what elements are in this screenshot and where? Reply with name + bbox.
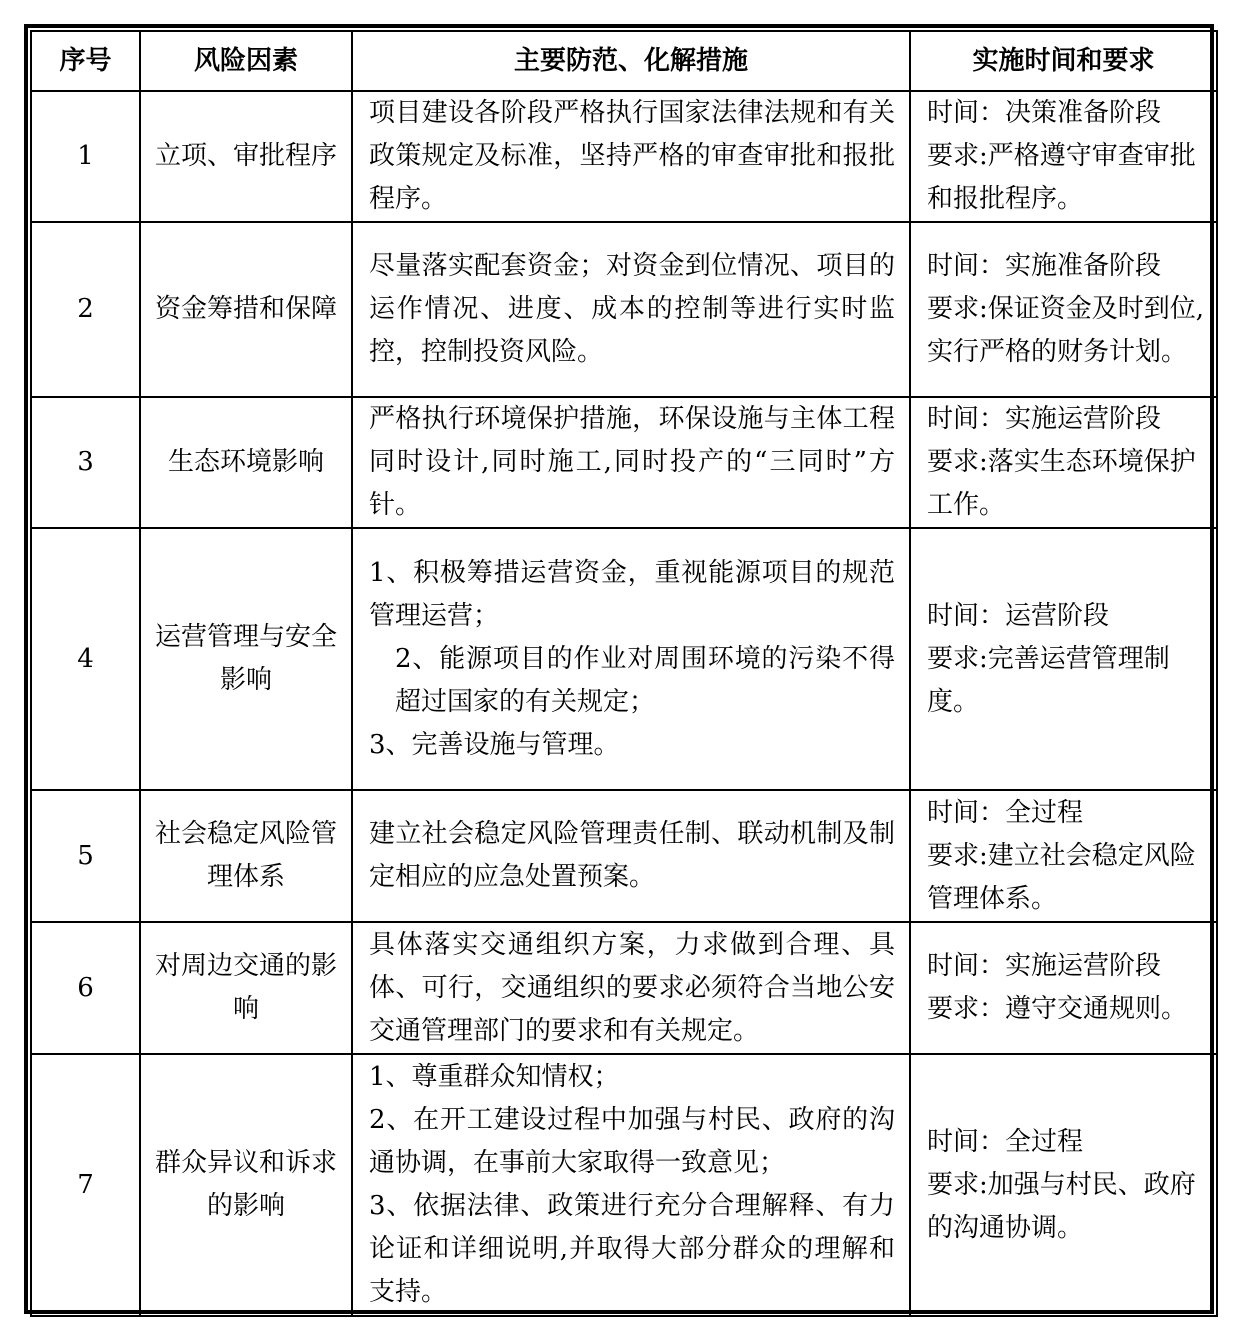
requirement-text: 要求:保证资金及时到位,实行严格的财务计划。 xyxy=(927,294,1205,367)
table-row xyxy=(31,528,1217,790)
time-text: 时间：实施准备阶段 xyxy=(927,251,1162,281)
row-factor: 群众异议和诉求的影响 xyxy=(140,1054,352,1316)
row-measures: 严格执行环境保护措施，环保设施与主体工程同时设计,同时施工,同时投产的“三同时”方针。 xyxy=(352,397,910,528)
requirement-text: 要求:建立社会稳定风险管理体系。 xyxy=(927,840,1196,914)
measure-item: 1、积极筹措运营资金，重视能源项目的规范管理运营； xyxy=(369,557,895,631)
measure-item: 2、能源项目的作业对周围环境的污染不得超过国家的有关规定； xyxy=(395,643,895,717)
row-measures: 建立社会稳定风险管理责任制、联动机制及制定相应的应急处置预案。 xyxy=(352,790,910,922)
header-timing: 实施时间和要求 xyxy=(910,31,1217,91)
row-no: 3 xyxy=(31,397,140,528)
requirement-text: 要求：遵守交通规则。 xyxy=(927,994,1188,1024)
row-factor: 立项、审批程序 xyxy=(140,91,352,222)
row-timing xyxy=(910,922,1217,1054)
row-factor: 资金筹措和保障 xyxy=(140,222,352,397)
requirement-text: 要求:落实生态环境保护工作。 xyxy=(927,447,1196,520)
row-timing xyxy=(910,790,1217,922)
row-timing xyxy=(910,222,1217,397)
measure-item: 3、依据法律、政策进行充分合理解释、有力论证和详细说明,并取得大部分群众的理解和支持。 xyxy=(369,1191,895,1307)
table-row xyxy=(31,222,1217,397)
row-no: 5 xyxy=(31,790,140,922)
table-row xyxy=(31,922,1217,1054)
time-text: 时间：决策准备阶段 xyxy=(927,98,1162,128)
table-row xyxy=(31,91,1217,222)
row-measures: 尽量落实配套资金；对资金到位情况、项目的运作情况、进度、成本的控制等进行实时监控，控制投资风险。 xyxy=(352,222,910,397)
header-row xyxy=(31,31,1217,91)
time-text: 时间：运营阶段 xyxy=(927,600,1110,631)
row-factor: 对周边交通的影响 xyxy=(140,922,352,1054)
risk-table xyxy=(30,30,1218,1317)
table-row xyxy=(31,790,1217,922)
table-row xyxy=(31,397,1217,528)
header-measures: 主要防范、化解措施 xyxy=(352,31,910,91)
row-timing xyxy=(910,528,1217,790)
time-text: 时间：实施运营阶段 xyxy=(927,951,1162,981)
row-no: 4 xyxy=(31,528,140,790)
row-timing xyxy=(910,397,1217,528)
measure-item: 2、在开工建设过程中加强与村民、政府的沟通协调，在事前大家取得一致意见； xyxy=(369,1105,895,1178)
row-factor: 社会稳定风险管理体系 xyxy=(140,790,352,922)
row-no: 2 xyxy=(31,222,140,397)
row-measures xyxy=(352,1054,910,1316)
row-factor: 生态环境影响 xyxy=(140,397,352,528)
row-no: 7 xyxy=(31,1054,140,1316)
row-measures xyxy=(352,528,910,790)
table-row xyxy=(31,1054,1217,1316)
row-measures: 具体落实交通组织方案，力求做到合理、具体、可行，交通组织的要求必须符合当地公安交通管理部门的要求和有关规定。 xyxy=(352,922,910,1054)
row-no: 1 xyxy=(31,91,140,222)
row-measures: 项目建设各阶段严格执行国家法律法规和有关政策规定及标准，坚持严格的审查审批和报批程序。 xyxy=(352,91,910,222)
header-factor: 风险因素 xyxy=(140,31,352,91)
measure-item: 1、尊重群众知情权； xyxy=(369,1062,620,1092)
time-text: 时间：全过程 xyxy=(927,797,1084,828)
header-no: 序号 xyxy=(31,31,140,91)
row-factor: 运营管理与安全影响 xyxy=(140,528,352,790)
row-no: 6 xyxy=(31,922,140,1054)
requirement-text: 要求:严格遵守审查审批和报批程序。 xyxy=(927,141,1196,214)
measure-item: 3、完善设施与管理。 xyxy=(369,729,620,760)
row-timing xyxy=(910,91,1217,222)
requirement-text: 要求:完善运营管理制度。 xyxy=(927,643,1170,717)
row-timing xyxy=(910,1054,1217,1316)
time-text: 时间：全过程 xyxy=(927,1126,1084,1157)
time-text: 时间：实施运营阶段 xyxy=(927,404,1162,434)
requirement-text: 要求:加强与村民、政府的沟通协调。 xyxy=(927,1169,1196,1243)
